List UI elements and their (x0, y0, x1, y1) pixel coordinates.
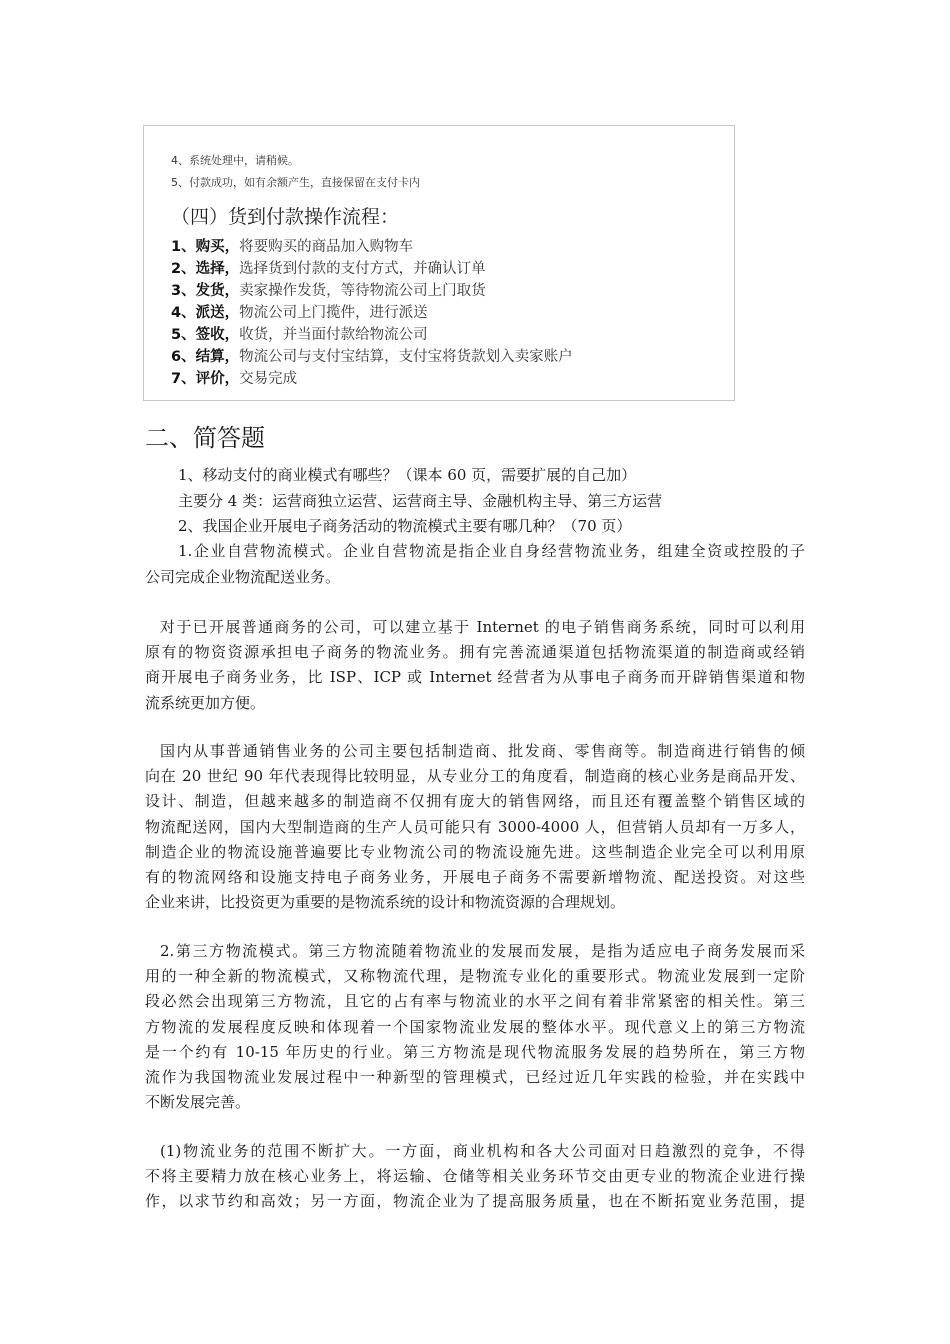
step-key: 1、购买， (171, 239, 240, 255)
step-text: 物流公司上门揽件，进行派送 (239, 305, 428, 321)
question-line: 2、我国企业开展电子商务活动的物流模式主要有哪几种？（70 页） (178, 517, 632, 535)
step-text: 选择货到付款的支付方式，并确认订单 (239, 261, 486, 277)
figure-step (171, 257, 486, 278)
step-key: 4、派送， (171, 305, 240, 321)
figure-note-line: 5、付款成功，如有余额产生，直接保留在支付卡内 (171, 176, 420, 189)
paragraph-line: 设计、制造，但越来越多的制造商不仅拥有庞大的销售网络，而且还有覆盖整个销售区域的 (145, 792, 805, 810)
paragraph-line: 国内从事普通销售业务的公司主要包括制造商、批发商、零售商等。制造商进行销售的倾 (160, 742, 805, 760)
figure-note-line: 4、系统处理中，请稍候。 (171, 154, 299, 167)
paragraph-line: (1)物流业务的范围不断扩大。一方面，商业机构和各大公司面对日趋激烈的竞争，不得 (160, 1142, 805, 1160)
question-line: 1、移动支付的商业模式有哪些？（课本 60 页，需要扩展的自己加） (178, 466, 637, 484)
paragraph-line: 流作为我国物流业发展过程中一种新型的管理模式，已经过近几年实践的检验，并在实践中 (145, 1068, 805, 1086)
step-key: 3、发货， (171, 283, 240, 299)
figure-step (171, 301, 428, 322)
paragraph-line: 有的物流网络和设施支持电子商务业务，开展电子商务不需要新增物流、配送投资。对这些 (145, 868, 805, 886)
figure-step (171, 345, 573, 366)
step-key: 7、评价， (171, 371, 240, 387)
paragraph-line: 段必然会出现第三方物流，且它的占有率与物流业的水平之间有着非常紧密的相关性。第三 (145, 992, 805, 1010)
payment-process-figure (143, 125, 735, 401)
paragraph-line: 不断发展完善。 (145, 1093, 251, 1111)
paragraph-line: 是一个约有 10-15 年历史的行业。第三方物流是现代物流服务发展的趋势所在，第三方物 (145, 1043, 805, 1061)
paragraph-line: 1.企业自营物流模式。企业自营物流是指企业自身经营物流业务，组建全资或控股的子 (178, 542, 805, 560)
figure-title: （四）货到付款操作流程： (171, 206, 400, 228)
paragraph-line: 用的一种全新的物流模式，又称物流代理，是物流专业化的重要形式。物流业发展到一定阶 (145, 967, 805, 985)
paragraph-line: 原有的物资资源承担电子商务的物流业务。拥有完善流通渠道包括物流渠道的制造商或经销 (145, 643, 805, 661)
step-text: 物流公司与支付宝结算，支付宝将货款划入卖家账户 (239, 349, 573, 365)
paragraph-line: 商开展电子商务业务，比 ISP、ICP 或 Internet 经营者为从事电子商务而开辟销售渠道和物 (145, 668, 805, 686)
figure-step (171, 323, 428, 344)
step-text: 收货，并当面付款给物流公司 (239, 327, 428, 343)
paragraph-line: 不将主要精力放在核心业务上，将运输、仓储等相关业务环节交由更专业的物流企业进行操 (145, 1167, 805, 1185)
paragraph-line: 公司完成企业物流配送业务。 (145, 568, 341, 586)
paragraph-line: 对于已开展普通商务的公司，可以建立基于 Internet 的电子销售商务系统，同时可以利用 (160, 618, 805, 636)
paragraph-line: 物流配送网，国内大型制造商的生产人员可能只有 3000-4000 人，但营销人员却有一万多人， (145, 818, 805, 836)
paragraph-line: 流系统更加方便。 (145, 694, 266, 712)
figure-step (171, 235, 413, 256)
figure-step (171, 367, 297, 388)
step-key: 6、结算， (171, 349, 240, 365)
step-text: 卖家操作发货，等待物流公司上门取货 (239, 283, 486, 299)
paragraph-line: 方物流的发展程度反映和体现着一个国家物流业发展的整体水平。现代意义上的第三方物流 (145, 1018, 805, 1036)
step-text: 将要购买的商品加入购物车 (239, 239, 414, 255)
answer-line: 主要分 4 类：运营商独立运营、运营商主导、金融机构主导、第三方运营 (178, 492, 663, 510)
figure-step (171, 279, 486, 300)
paragraph-line: 2.第三方物流模式。第三方物流随着物流业的发展而发展，是指为适应电子商务发展而采 (160, 942, 805, 960)
paragraph-line: 作，以求节约和高效；另一方面，物流企业为了提高服务质量，也在不断拓宽业务范围，提 (145, 1192, 805, 1210)
paragraph-line: 制造企业的物流设施普遍要比专业物流公司的物流设施先进。这些制造企业完全可以利用原 (145, 843, 805, 861)
section-heading: 二、简答题 (145, 424, 265, 452)
paragraph-line: 向在 20 世纪 90 年代表现得比较明显，从专业分工的角度看，制造商的核心业务是商品开发、 (145, 767, 805, 785)
paragraph-line: 企业来讲，比投资更为重要的是物流系统的设计和物流资源的合理规划。 (145, 893, 626, 911)
step-key: 2、选择， (171, 261, 240, 277)
step-text: 交易完成 (239, 371, 298, 387)
step-key: 5、签收， (171, 327, 240, 343)
